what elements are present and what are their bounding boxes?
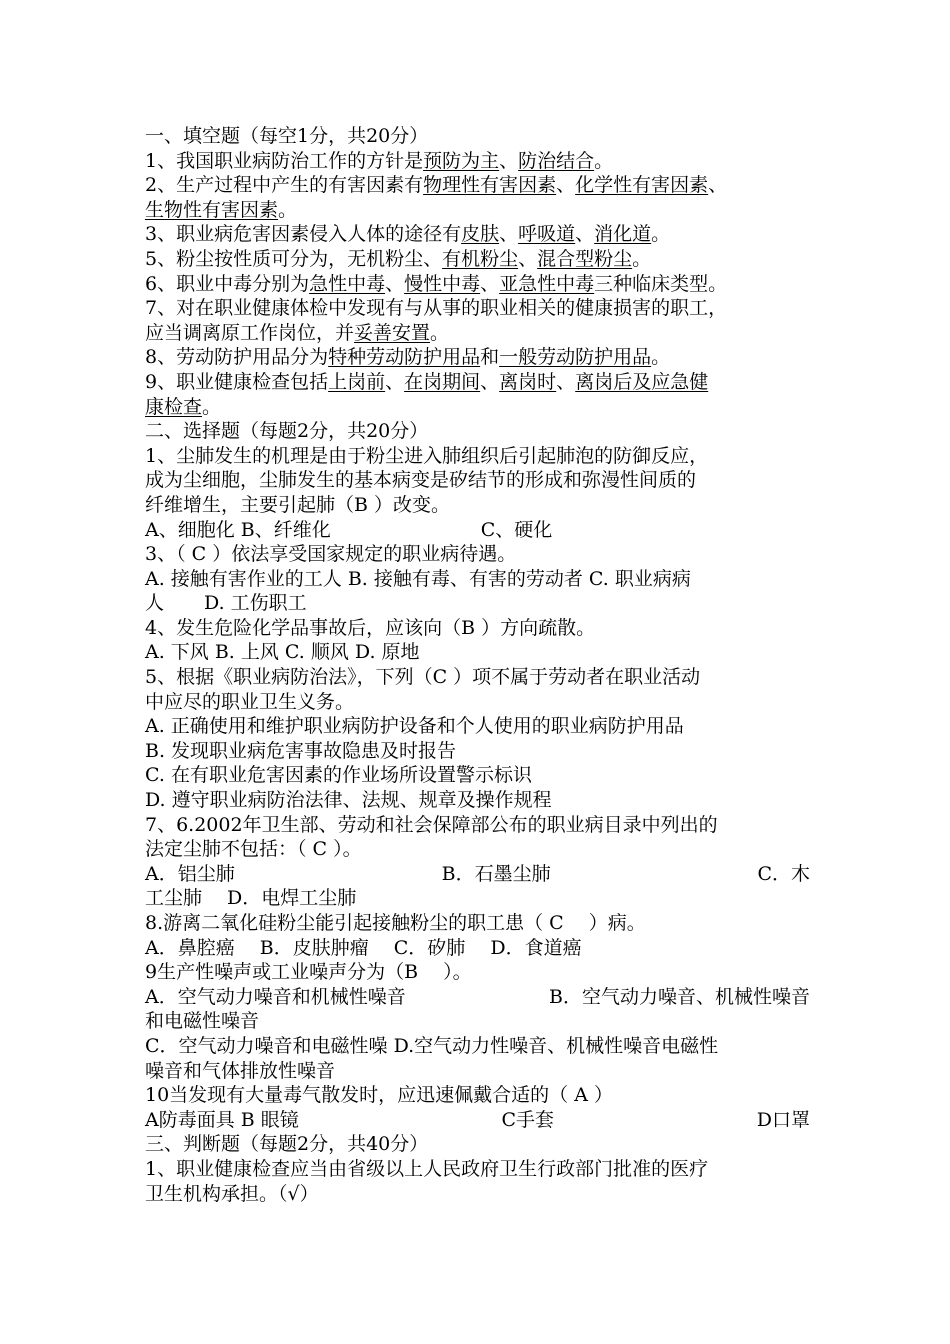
fill-question-5: 5、粉尘按性质可分为，无机粉尘、有机粉尘、混合型粉尘。 bbox=[145, 247, 652, 270]
choice-question-10-options: A防毒面具 B 眼镜 C手套 D口罩 bbox=[145, 1108, 810, 1131]
choice-question-5-option-b: B. 发现职业病危害事故隐患及时报告 bbox=[145, 739, 457, 762]
choice-question-8: 8.游离二氧化硅粉尘能引起接触粉尘的职工患（ C ）病。 bbox=[145, 912, 646, 934]
choice-question-5-option-d: D. 遵守职业病防治法律、法规、规章及操作规程 bbox=[145, 789, 552, 812]
choice-question-1-line-2: 成为尘细胞，尘肺发生的基本病变是矽结节的形成和弥漫性间质的 bbox=[145, 469, 697, 492]
fill-question-3: 3、职业病危害因素侵入人体的途径有皮肤、呼吸道、消化道。 bbox=[145, 223, 671, 246]
choice-question-7-options-cont: 工尘肺 D．电焊工尘肺 bbox=[145, 887, 357, 910]
fill-question-7-cont: 应当调离原工作岗位，并妥善安置。 bbox=[145, 321, 450, 344]
choice-question-3-options: A. 接触有害作业的工人 B. 接触有毒、有害的劳动者 C. 职业病病 bbox=[145, 567, 691, 590]
choice-question-9-options-cd: C．空气动力噪音和电磁性噪 D.空气动力性噪音、机械性噪音电磁性 bbox=[145, 1034, 719, 1057]
fill-question-2-cont: 生物性有害因素。 bbox=[145, 198, 298, 221]
choice-question-9-options-cont: 和电磁性噪音 bbox=[145, 1010, 260, 1033]
fill-question-7: 7、对在职业健康体检中发现有与从事的职业相关的健康损害的职工， bbox=[145, 297, 728, 320]
choice-question-5-option-c: C. 在有职业危害因素的作业场所设置警示标识 bbox=[145, 764, 532, 787]
choice-question-1-line-1: 1、尘肺发生的机理是由于粉尘进入肺组织后引起肺泡的防御反应， bbox=[145, 444, 709, 467]
section-2-title: 二、选择题（每题2分，共20分） bbox=[145, 420, 429, 443]
choice-question-7-cont: 法定尘肺不包括：（ C ）。 bbox=[145, 838, 362, 861]
choice-question-4: 4、发生危险化学品事故后，应该向（B ）方向疏散。 bbox=[145, 616, 596, 639]
choice-question-9-options-cd-cont: 噪音和气体排放性噪音 bbox=[145, 1059, 336, 1082]
fill-question-6: 6、职业中毒分别为急性中毒、慢性中毒、亚急性中毒三种临床类型。 bbox=[145, 272, 728, 295]
choice-question-3-options-cont: 人 D. 工伤职工 bbox=[145, 592, 307, 615]
choice-question-1-line-3: 纤维增生，主要引起肺（B ）改变。 bbox=[145, 493, 451, 516]
document-page bbox=[145, 124, 810, 1206]
choice-question-10: 10当发现有大量毒气散发时，应迅速佩戴合适的（ A ） bbox=[145, 1084, 613, 1107]
choice-question-5-cont: 中应尽的职业卫生义务。 bbox=[145, 690, 355, 713]
fill-question-9: 9、职业健康检查包括上岗前、在岗期间、离岗时、离岗后及应急健 bbox=[145, 370, 709, 393]
fill-question-9-cont: 康检查。 bbox=[145, 395, 222, 418]
fill-question-2: 2、生产过程中产生的有害因素有物理性有害因素、化学性有害因素、 bbox=[145, 174, 728, 197]
fill-question-8: 8、劳动防护用品分为特种劳动防护用品和一般劳动防护用品。 bbox=[145, 346, 671, 369]
choice-question-3: 3、（ C ）依法享受国家规定的职业病待遇。 bbox=[145, 543, 517, 566]
judge-question-1-cont: 卫生机构承担。（√） bbox=[145, 1182, 319, 1205]
fill-question-1: 1、我国职业病防治工作的方针是预防为主、防治结合。 bbox=[145, 149, 614, 172]
choice-question-7: 7、6.2002年卫生部、劳动和社会保障部公布的职业病目录中列出的 bbox=[145, 813, 718, 836]
choice-question-5-option-a: A. 正确使用和维护职业病防护设备和个人使用的职业病防护用品 bbox=[145, 715, 684, 738]
section-3-title: 三、判断题（每题2分，共40分） bbox=[145, 1133, 429, 1156]
section-1-title: 一、填空题（每空1分，共20分） bbox=[145, 125, 429, 147]
choice-question-8-options: A．鼻腔癌 B．皮肤肿瘤 C．矽肺 D．食道癌 bbox=[145, 936, 582, 959]
judge-question-1: 1、职业健康检查应当由省级以上人民政府卫生行政部门批准的医疗 bbox=[145, 1157, 709, 1180]
choice-question-1-options: A、细胞化 B、纤维化 C、硬化 bbox=[145, 518, 553, 541]
choice-question-9-options: A．空气动力噪音和机械性噪音 B．空气动力噪音、机械性噪音 bbox=[145, 985, 810, 1008]
choice-question-4-options: A. 下风 B. 上风 C. 顺风 D. 原地 bbox=[145, 641, 420, 664]
choice-question-7-options: A．铝尘肺 B．石墨尘肺 C．木 bbox=[145, 862, 810, 885]
choice-question-5: 5、根据《职业病防治法》，下列（C ）项不属于劳动者在职业活动 bbox=[145, 666, 701, 689]
choice-question-9: 9生产性噪声或工业噪声分为（B ）。 bbox=[145, 961, 472, 984]
